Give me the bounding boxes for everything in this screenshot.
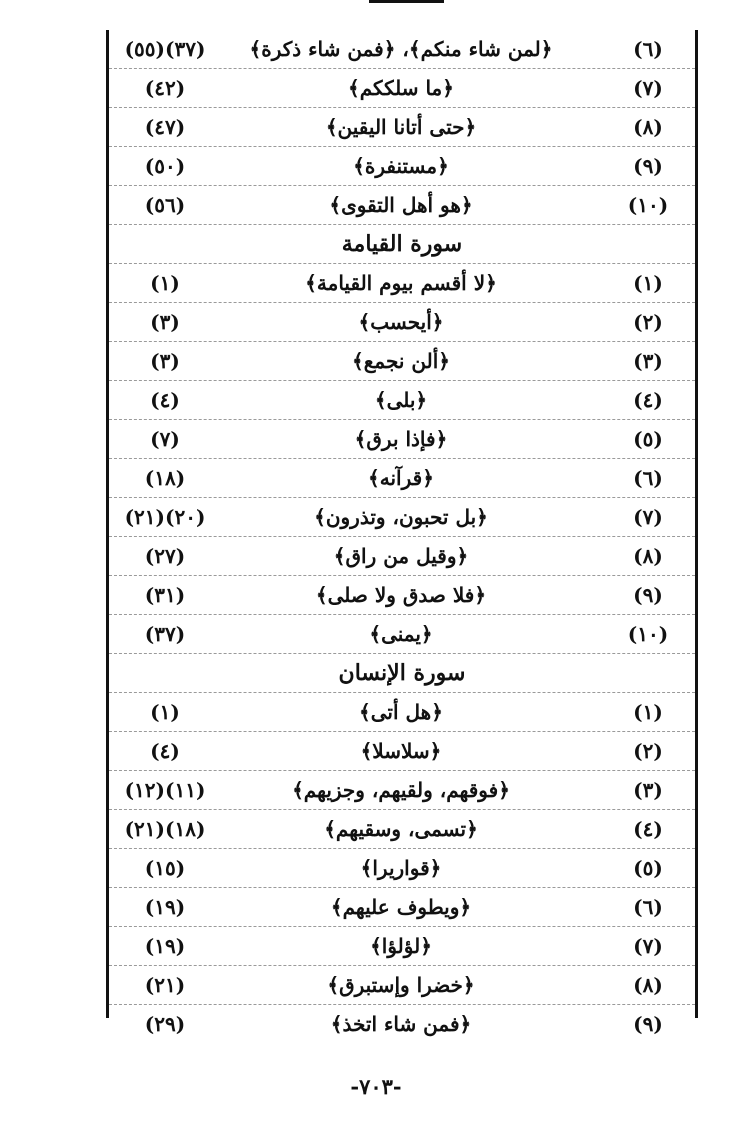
table-row bbox=[109, 1005, 695, 1043]
entry-number: (٦) bbox=[633, 37, 663, 61]
quranic-phrase: ﴿لا أقسم بيوم القيامة﴾ bbox=[305, 271, 497, 295]
entry-number: (١٠) bbox=[627, 622, 669, 646]
verse-reference: (١٩) bbox=[144, 934, 186, 958]
quranic-phrase: ﴿هو أهل التقوى﴾ bbox=[329, 193, 473, 217]
quranic-phrase: ﴿ألن نجمع﴾ bbox=[352, 349, 450, 373]
quranic-phrase: ﴿أيحسب﴾ bbox=[358, 310, 444, 334]
entry-number: (٤) bbox=[633, 817, 663, 841]
table-row bbox=[109, 420, 695, 459]
verse-reference: (١٥) bbox=[144, 856, 186, 880]
verse-reference: (٣١) bbox=[144, 583, 186, 607]
quranic-phrase: ﴿مستنفرة﴾ bbox=[353, 154, 449, 178]
table-row bbox=[109, 927, 695, 966]
surah-heading-row bbox=[109, 654, 695, 693]
entry-number: (٦) bbox=[633, 466, 663, 490]
quranic-phrase: ﴿هل أتى﴾ bbox=[359, 700, 443, 724]
table-row bbox=[109, 303, 695, 342]
verse-reference: (٥٦) bbox=[144, 193, 186, 217]
entry-number: (٧) bbox=[633, 76, 663, 100]
verse-reference: (٤٢) bbox=[144, 76, 186, 100]
verse-reference: (١) bbox=[150, 700, 180, 724]
entry-number: (٤) bbox=[633, 388, 663, 412]
top-rule-mark bbox=[369, 0, 444, 3]
entry-number: (٩) bbox=[633, 583, 663, 607]
entry-number: (٨) bbox=[633, 973, 663, 997]
table-row bbox=[109, 108, 695, 147]
verse-reference: (٤) bbox=[150, 388, 180, 412]
verse-reference: (١٩) bbox=[144, 895, 186, 919]
table-row bbox=[109, 966, 695, 1005]
surah-heading: سورة الإنسان bbox=[338, 660, 466, 686]
entry-number: (٧) bbox=[633, 505, 663, 529]
quranic-phrase: ﴿فإذا برق﴾ bbox=[354, 427, 448, 451]
verse-reference: (٢٠)(٢١) bbox=[124, 505, 206, 529]
entry-number: (٦) bbox=[633, 895, 663, 919]
table-row bbox=[109, 69, 695, 108]
entry-number: (٧) bbox=[633, 934, 663, 958]
table-row bbox=[109, 576, 695, 615]
verse-reference: (١٨) bbox=[144, 466, 186, 490]
entry-number: (٣) bbox=[633, 778, 663, 802]
quranic-phrase: ﴿يمنى﴾ bbox=[369, 622, 433, 646]
index-table bbox=[106, 30, 698, 1036]
table-row bbox=[109, 849, 695, 888]
entry-number: (٣) bbox=[633, 349, 663, 373]
quranic-phrase: ﴿سلاسلا﴾ bbox=[360, 739, 442, 763]
table-row bbox=[109, 264, 695, 303]
verse-reference: (٣) bbox=[150, 310, 180, 334]
entry-number: (٥) bbox=[633, 856, 663, 880]
table-row bbox=[109, 615, 695, 654]
quranic-phrase: ﴿تسمى، وسقيهم﴾ bbox=[324, 817, 478, 841]
table-row bbox=[109, 147, 695, 186]
quranic-phrase: ﴿فلا صدق ولا صلى﴾ bbox=[315, 583, 487, 607]
entry-number: (١٠) bbox=[627, 193, 669, 217]
verse-reference: (١) bbox=[150, 271, 180, 295]
table-row bbox=[109, 381, 695, 420]
quranic-phrase: ﴿فوقهم، ولقيهم، وجزيهم﴾ bbox=[292, 778, 510, 802]
table-row bbox=[109, 498, 695, 537]
verse-reference: (٢٩) bbox=[144, 1012, 186, 1036]
entry-number: (٥) bbox=[633, 427, 663, 451]
quranic-phrase: ﴿خضرا وإستبرق﴾ bbox=[327, 973, 475, 997]
table-row bbox=[109, 537, 695, 576]
quranic-phrase: ﴿فمن شاء اتخذ﴾ bbox=[330, 1012, 472, 1036]
entry-number: (٩) bbox=[633, 1012, 663, 1036]
table-row bbox=[109, 732, 695, 771]
quranic-phrase: ﴿ما سلككم﴾ bbox=[348, 76, 454, 100]
quranic-phrase: ﴿حتى أتانا اليقين﴾ bbox=[325, 115, 477, 139]
quranic-phrase: ﴿ويطوف عليهم﴾ bbox=[330, 895, 472, 919]
verse-reference: (٣٧)(٥٥) bbox=[124, 37, 206, 61]
surah-heading-row bbox=[109, 225, 695, 264]
verse-reference: (٥٠) bbox=[144, 154, 186, 178]
quranic-phrase: ﴿لؤلؤا﴾ bbox=[370, 934, 432, 958]
quranic-phrase: ﴿لمن شاء منكم﴾، ﴿فمن شاء ذكرة﴾ bbox=[249, 37, 553, 61]
verse-reference: (٢٧) bbox=[144, 544, 186, 568]
verse-reference: (٣) bbox=[150, 349, 180, 373]
verse-reference: (١٨)(٢١) bbox=[124, 817, 206, 841]
entry-number: (٩) bbox=[633, 154, 663, 178]
table-row bbox=[109, 810, 695, 849]
quranic-phrase: ﴿بل تحبون، وتذرون﴾ bbox=[314, 505, 488, 529]
quranic-phrase: ﴿وقيل من راق﴾ bbox=[333, 544, 469, 568]
quranic-phrase: ﴿بلى﴾ bbox=[374, 388, 428, 412]
page-number: -٧٠٣- bbox=[350, 1074, 402, 1099]
surah-heading: سورة القيامة bbox=[341, 231, 463, 257]
entry-number: (٢) bbox=[633, 739, 663, 763]
verse-reference: (٤) bbox=[150, 739, 180, 763]
entry-number: (١) bbox=[633, 700, 663, 724]
entry-number: (١) bbox=[633, 271, 663, 295]
verse-reference: (٢١) bbox=[144, 973, 186, 997]
verse-reference: (١١)(١٢) bbox=[124, 778, 206, 802]
table-row bbox=[109, 186, 695, 225]
entry-number: (٨) bbox=[633, 544, 663, 568]
table-row bbox=[109, 342, 695, 381]
entry-number: (٢) bbox=[633, 310, 663, 334]
verse-reference: (٣٧) bbox=[144, 622, 186, 646]
entry-number: (٨) bbox=[633, 115, 663, 139]
quranic-phrase: ﴿قواريرا﴾ bbox=[360, 856, 442, 880]
table-row bbox=[109, 693, 695, 732]
table-row bbox=[109, 30, 695, 69]
verse-reference: (٤٧) bbox=[144, 115, 186, 139]
table-row bbox=[109, 771, 695, 810]
verse-reference: (٧) bbox=[150, 427, 180, 451]
table-row bbox=[109, 888, 695, 927]
table-row bbox=[109, 459, 695, 498]
quranic-phrase: ﴿قرآنه﴾ bbox=[368, 466, 434, 490]
